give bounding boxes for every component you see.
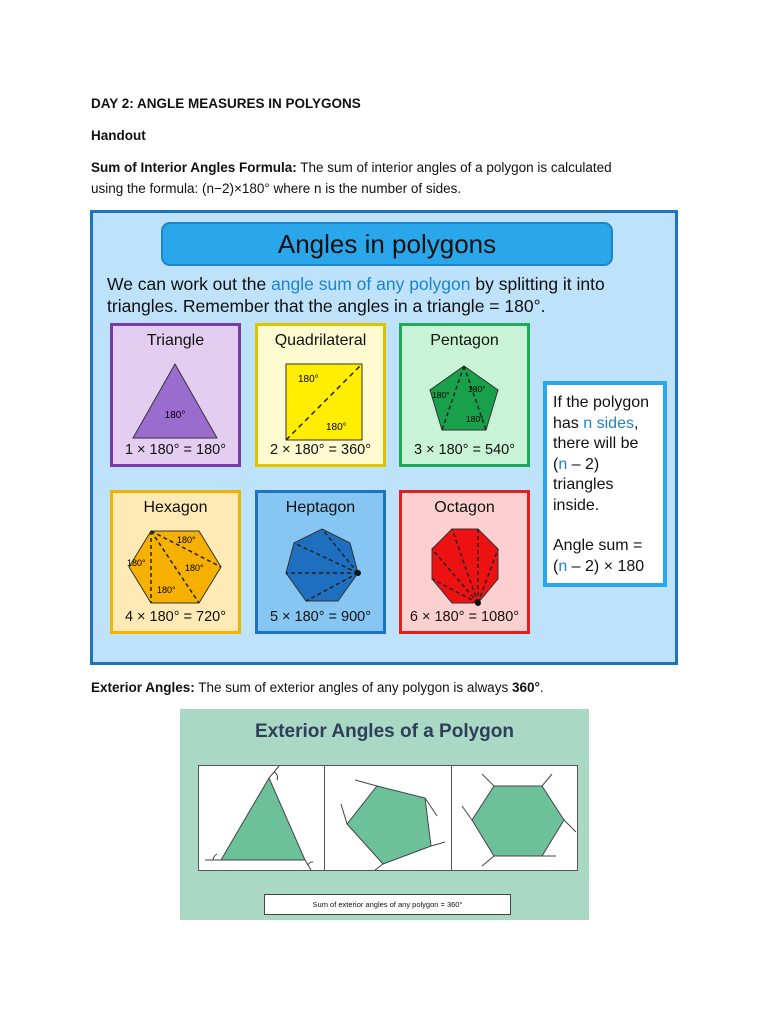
octagon-shape (402, 521, 527, 613)
info-n: n (558, 455, 568, 473)
info-text: , there will be ( (553, 414, 639, 473)
pentagon-panel (324, 765, 452, 871)
poster-title-bar (161, 222, 613, 266)
exterior-pentagon (325, 766, 451, 870)
exterior-label: Exterior Angles: (91, 680, 195, 695)
angle-label: 180° (326, 422, 347, 433)
shape-name: Heptagon (285, 499, 356, 516)
angle-sum-text: – 2) × 180 (567, 557, 645, 575)
angle-label: 180° (298, 374, 319, 385)
shape-name: Pentagon (430, 332, 499, 349)
angle-label: 180° (432, 390, 450, 400)
angle-sum-text: Angle sum = ( (553, 537, 643, 575)
shape-name: Triangle (146, 332, 205, 349)
shape-formula: 3 × 180° = 540° (413, 442, 516, 458)
angle-label: 180° (468, 384, 486, 394)
exterior-text: The sum of exterior angles of any polygon is always (194, 680, 512, 695)
info-box (543, 381, 667, 587)
shape-formula: 5 × 180° = 900° (269, 609, 372, 625)
info-n: n (558, 557, 568, 575)
angle-label: 180° (177, 535, 196, 545)
interior-formula-label: Sum of Interior Angles Formula: (91, 160, 297, 175)
angle-label: 180° (466, 414, 484, 424)
handout-label: Handout (91, 128, 146, 143)
shape-name: Hexagon (143, 499, 208, 516)
shape-name: Quadrilateral (274, 332, 367, 349)
exterior-paragraph (91, 677, 544, 698)
shape-formula: 6 × 180° = 1080° (409, 609, 520, 625)
intro-highlight: angle sum of any polygon (271, 274, 471, 294)
exterior-end: . (539, 680, 544, 695)
card-quadrilateral (255, 323, 386, 467)
heptagon-shape (258, 521, 383, 613)
angle-label: 180° (127, 558, 146, 568)
card-heptagon (255, 490, 386, 634)
shape-formula: 4 × 180° = 720° (124, 609, 227, 625)
angle-label: 180° (185, 563, 204, 573)
interior-text-1: The sum of interior angles of a polygon is calculated (296, 160, 612, 175)
intro-part-2: by splitting it into triangles. Remember that the angles in a triangle = 180°. (107, 274, 605, 316)
exterior-triangle (199, 766, 324, 870)
exterior-value: 360° (511, 680, 540, 695)
exterior-figure-title: Exterior Angles of a Polygon (254, 721, 514, 742)
quadrilateral-shape (258, 354, 383, 446)
hexagon-panel (451, 765, 578, 871)
info-text: If the polygon has (553, 394, 650, 432)
intro-part-1: We can work out the (107, 274, 272, 294)
info-text: – 2) triangles inside. (553, 455, 614, 514)
poster-intro (107, 273, 667, 317)
angle-label: 180° (157, 585, 176, 595)
shape-name: Octagon (434, 499, 495, 516)
poster-title: Angles in polygons (277, 228, 497, 259)
triangle-panel (198, 765, 325, 871)
info-n: n (583, 414, 593, 432)
card-triangle (110, 323, 241, 467)
interior-formula-paragraph (91, 157, 612, 199)
card-pentagon (399, 323, 530, 467)
shape-formula: 1 × 180° = 180° (124, 442, 227, 458)
info-sides: sides (596, 414, 634, 432)
angles-in-polygons-poster (90, 210, 678, 665)
exterior-caption: Sum of exterior angles of any polygon = 360° (264, 894, 511, 915)
hexagon-shape (113, 521, 238, 613)
exterior-hexagon (452, 766, 577, 870)
interior-text-2: using the formula: (n−2)×180° where n is the number of sides. (91, 181, 462, 196)
page-heading: DAY 2: ANGLE MEASURES IN POLYGONS (91, 96, 361, 111)
shape-formula: 2 × 180° = 360° (269, 442, 372, 458)
exterior-angles-figure (180, 709, 589, 920)
angle-label: 180° (164, 410, 186, 421)
pentagon-shape (402, 354, 527, 446)
triangle-shape (113, 354, 238, 446)
card-octagon (399, 490, 530, 634)
card-hexagon (110, 490, 241, 634)
